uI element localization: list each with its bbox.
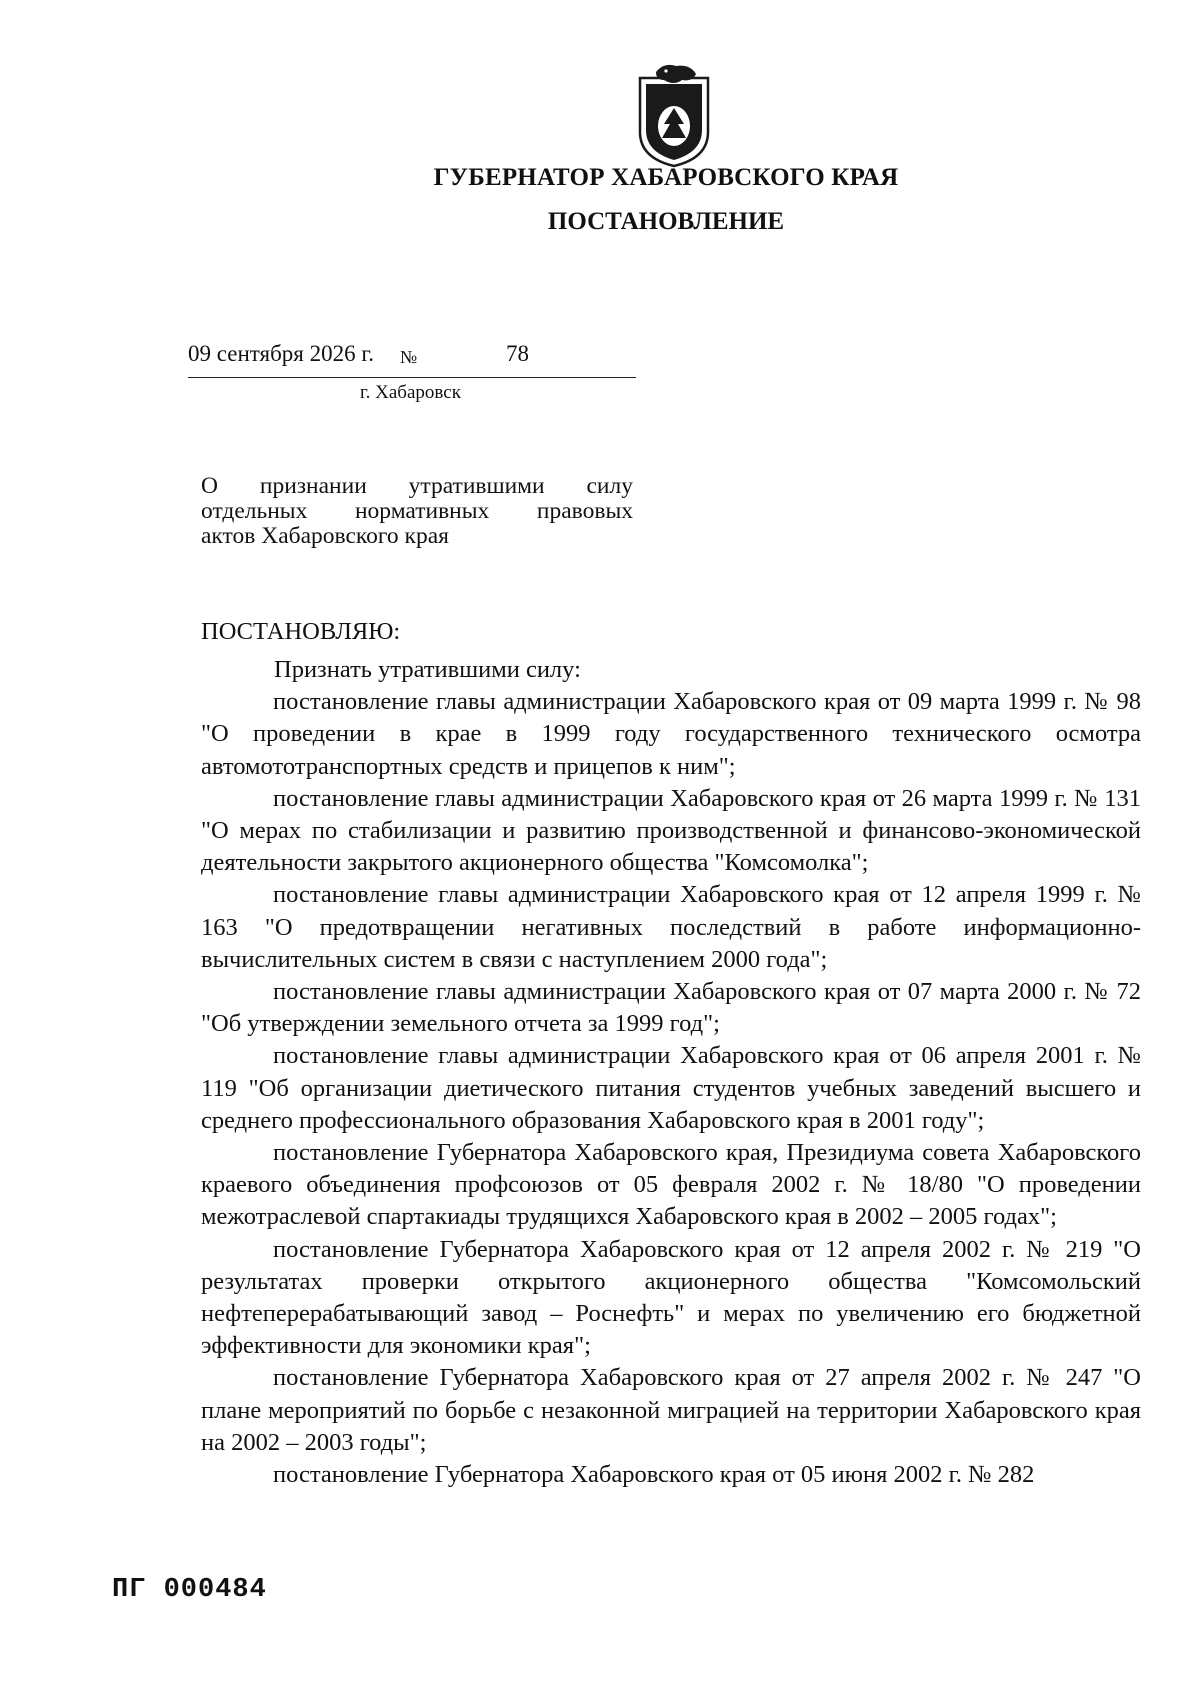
list-item: постановление Губернатора Хабаровского края от 05 июня 2002 г. № 282 [273, 1461, 1035, 1489]
date-number-line [188, 341, 636, 378]
form-serial-code: ПГ 000484 [112, 1575, 267, 1605]
list-item: постановление Губернатора Хабаровского края, Президиума совета Хабаровского краевого объединения профсоюзов от 05 февраля 2002 г. № 18/80 "О проведении межотраслевой спартакиады трудящихся Хабаровского края в 2002 – 2005 годах"; [201, 1139, 1141, 1231]
document-city: г. Хабаровск [360, 382, 461, 403]
document-type: ПОСТАНОВЛЕНИЕ [547, 208, 785, 235]
number-label: № [400, 347, 418, 367]
list-item: постановление главы администрации Хабаровского края от 12 апреля 1999 г. № 163 "О предотвращении негативных последствий в работе информационно-вычислительных систем в связи с наступлением 2000 года"; [201, 881, 1141, 973]
decree-heading: ПОСТАНОВЛЯЮ: [201, 618, 401, 645]
document-date: 09 сентября 2026 г. [188, 341, 374, 366]
document-subject [201, 474, 633, 549]
list-item: постановление главы администрации Хабаровского края от 06 апреля 2001 г. № 119 "Об организации диетического питания студентов учебных заведений высшего и среднего профессионального образования Хабаровского края в 2001 году"; [201, 1042, 1141, 1134]
issuer-title: ГУБЕРНАТОР ХАБАРОВСКОГО КРАЯ [433, 164, 899, 191]
lead-paragraph: Признать утратившими силу: [274, 656, 581, 683]
subject-line: отдельных нормативных правовых [201, 498, 633, 524]
list-item: постановление главы администрации Хабаровского края от 07 марта 2000 г. № 72 "Об утверждении земельного отчета за 1999 год"; [201, 978, 1141, 1038]
list-item: постановление Губернатора Хабаровского края от 12 апреля 2002 г. № 219 "О результатах проверки открытого акционерного общества "Комсомольский нефтеперерабатывающий завод – Роснефть" и мерах по увеличению его бюджетной эффективности для экономики края"; [201, 1235, 1141, 1360]
subject-line: О признании утратившими силу [201, 473, 633, 499]
list-item: постановление главы администрации Хабаровского края от 09 марта 1999 г. № 98 "О проведении в крае в 1999 году государственного технического осмотра автомототранспортных средств и прицепов к ним"; [201, 688, 1141, 780]
subject-line: актов Хабаровского края [201, 523, 449, 549]
document-body [201, 654, 1141, 1491]
list-item: постановление Губернатора Хабаровского края от 27 апреля 2002 г. № 247 "О плане мероприятий по борьбе с незаконной миграцией на территории Хабаровского края на 2002 – 2003 годы"; [201, 1364, 1141, 1456]
list-item: постановление главы администрации Хабаровского края от 26 марта 1999 г. № 131 "О мерах по стабилизации и развитию производственной и финансово-экономической деятельности закрытого акционерного общества "Комсомолка"; [201, 784, 1141, 877]
coat-of-arms-icon [634, 62, 714, 168]
document-number: 78 [506, 341, 529, 366]
